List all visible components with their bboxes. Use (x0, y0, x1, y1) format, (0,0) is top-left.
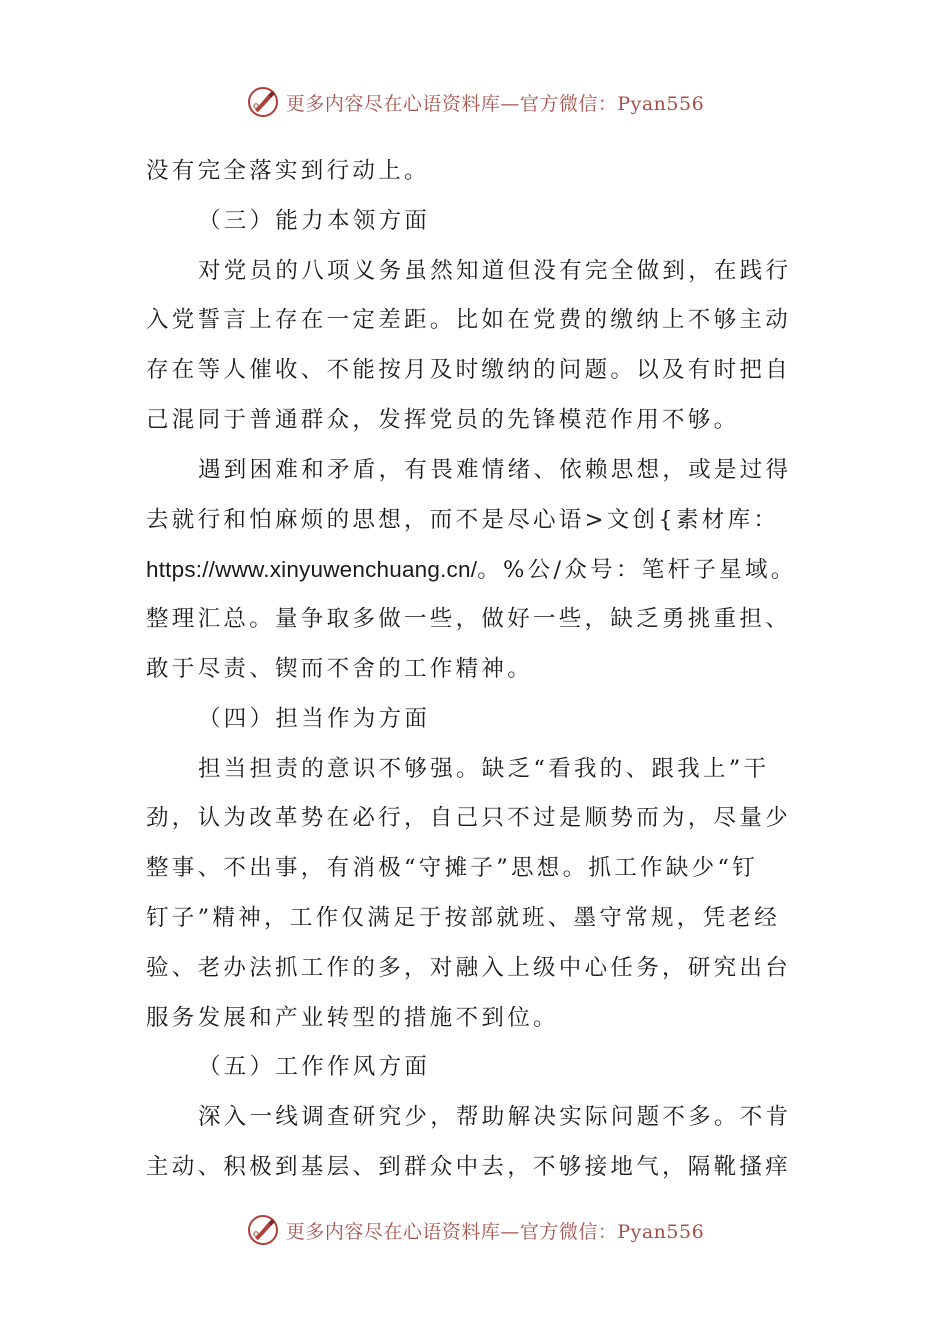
section-heading: （五）工作作风方面 (198, 1054, 431, 1081)
paragraph-line: 主动、积极到基层、到群众中去，不够接地气，隔靴搔痒 (146, 1153, 792, 1180)
paragraph-line: 担当担责的意识不够强。缺乏“看我的、跟我上”干 (198, 755, 770, 782)
paragraph-line: 验、老办法抓工作的多，对融入上级中心任务，研究出台 (146, 954, 792, 981)
url-line (146, 545, 808, 595)
paragraph-line: 入党誓言上存在一定差距。比如在党费的缴纳上不够主动 (146, 307, 792, 334)
header-banner (0, 82, 950, 122)
paragraph-line: 钉子”精神，工作仅满足于按部就班、墨守常规，凭老经 (146, 904, 781, 931)
paragraph-line: 去就行和怕麻烦的思想，而不是尽心语>文创{素材库： (146, 506, 780, 533)
paragraph-line: 服务发展和产业转型的措施不到位。 (146, 1004, 559, 1031)
pen-logo-icon (246, 85, 280, 119)
paragraph-line: 对党员的八项义务虽然知道但没有完全做到，在践行 (198, 257, 792, 284)
paragraph-line: 敢于尽责、锲而不舍的工作精神。 (146, 655, 534, 682)
section-heading: （三）能力本领方面 (198, 207, 431, 234)
document-body (146, 147, 808, 1193)
section-heading: （四）担当作为方面 (198, 705, 431, 732)
paragraph-line: 劲，认为改革势在必行，自己只不过是顺势而为，尽量少 (146, 805, 792, 832)
paragraph-line: 深入一线调查研究少，帮助解决实际问题不多。不肯 (198, 1104, 792, 1131)
url-line-rest: 。%公/众号：笔杆子星域。 (477, 557, 797, 584)
paragraph-line: 没有完全落实到行动上。 (146, 158, 430, 184)
header-banner-text: 更多内容尽在心语资料库—官方微信：Pyan556 (285, 92, 705, 115)
paragraph-line: 己混同于普通群众，发挥党员的先锋模范作用不够。 (146, 406, 740, 433)
pen-logo-icon (246, 1213, 280, 1247)
footer-banner-text: 更多内容尽在心语资料库—官方微信：Pyan556 (285, 1220, 705, 1243)
website-link[interactable]: https://www.xinyuwenchuang.cn/ (146, 557, 478, 583)
paragraph-line: 存在等人催收、不能按月及时缴纳的问题。以及有时把自 (146, 357, 792, 384)
paragraph-line: 遇到困难和矛盾，有畏难情绪、依赖思想，或是过得 (198, 456, 792, 483)
paragraph-line: 整事、不出事，有消极“守摊子”思想。抓工作缺少“钉 (146, 855, 759, 882)
footer-banner (0, 1210, 950, 1250)
paragraph-line: 整理汇总。量争取多做一些，做好一些，缺乏勇挑重担、 (146, 606, 792, 633)
